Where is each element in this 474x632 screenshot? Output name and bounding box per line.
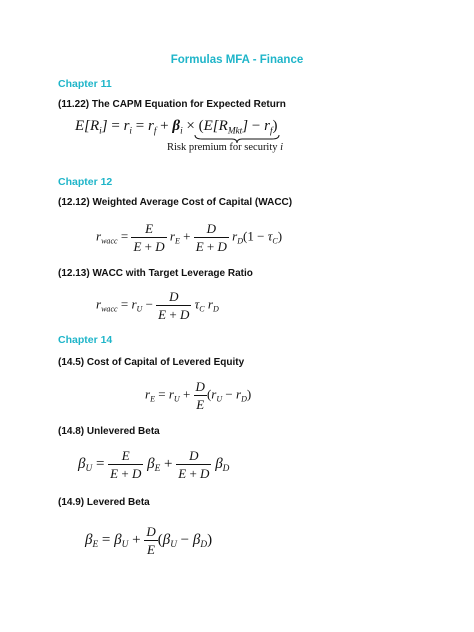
chapter-11-heading: Chapter 11 [58,78,112,90]
risk-premium-note-text: Risk premium for security [167,142,281,153]
chapter-12-heading: Chapter 12 [58,176,113,188]
formula-11-22-heading: (11.22) The CAPM Equation for Expected Return [58,99,286,110]
unlevered-beta-equation: $\beta_U$ = $\frac{E}{E + D}$ $\beta_E$ + $\frac{D}{E + D}$ $\beta_D$ [78,448,230,481]
levered-equity-cost-equation: $r_E = r_U$ + $\frac{D}{E}$ $(r_U - r_D)$ [145,379,252,412]
wacc-target-leverage-equation: $r_{wacc} = r_U$ − $\frac{D}{E + D}$ $\tau_C$ $r_D$ [96,289,219,322]
risk-premium-note [167,142,283,153]
risk-premium-note-var: i [280,142,284,153]
capm-equation: $E[R_i] = r_i = r_f + \beta_i \times (E[R_{Mkt}] - r_f)$ [75,118,278,137]
chapter-14-heading: Chapter 14 [58,334,113,346]
formula-12-13-heading: (12.13) WACC with Target Leverage Ratio [58,268,253,279]
formula-14-9-heading: (14.9) Levered Beta [58,497,150,508]
page-title: Formulas MFA - Finance [170,54,304,66]
wacc-equation: $r_{wacc}$ = $\frac{E}{E + D}$ $r_E$ + $\frac{D}{E + D}$ $r_D(1 - \tau_C)$ [96,221,283,254]
formula-14-5-heading: (14.5) Cost of Capital of Levered Equity [58,357,245,368]
levered-beta-equation: $\beta_E = \beta_U$ + $\frac{D}{E}$ $(\beta_U - \beta_D)$ [85,524,213,557]
formula-12-12-heading: (12.12) Weighted Average Cost of Capital (WACC) [58,197,293,208]
formula-14-8-heading: (14.8) Unlevered Beta [58,426,160,437]
